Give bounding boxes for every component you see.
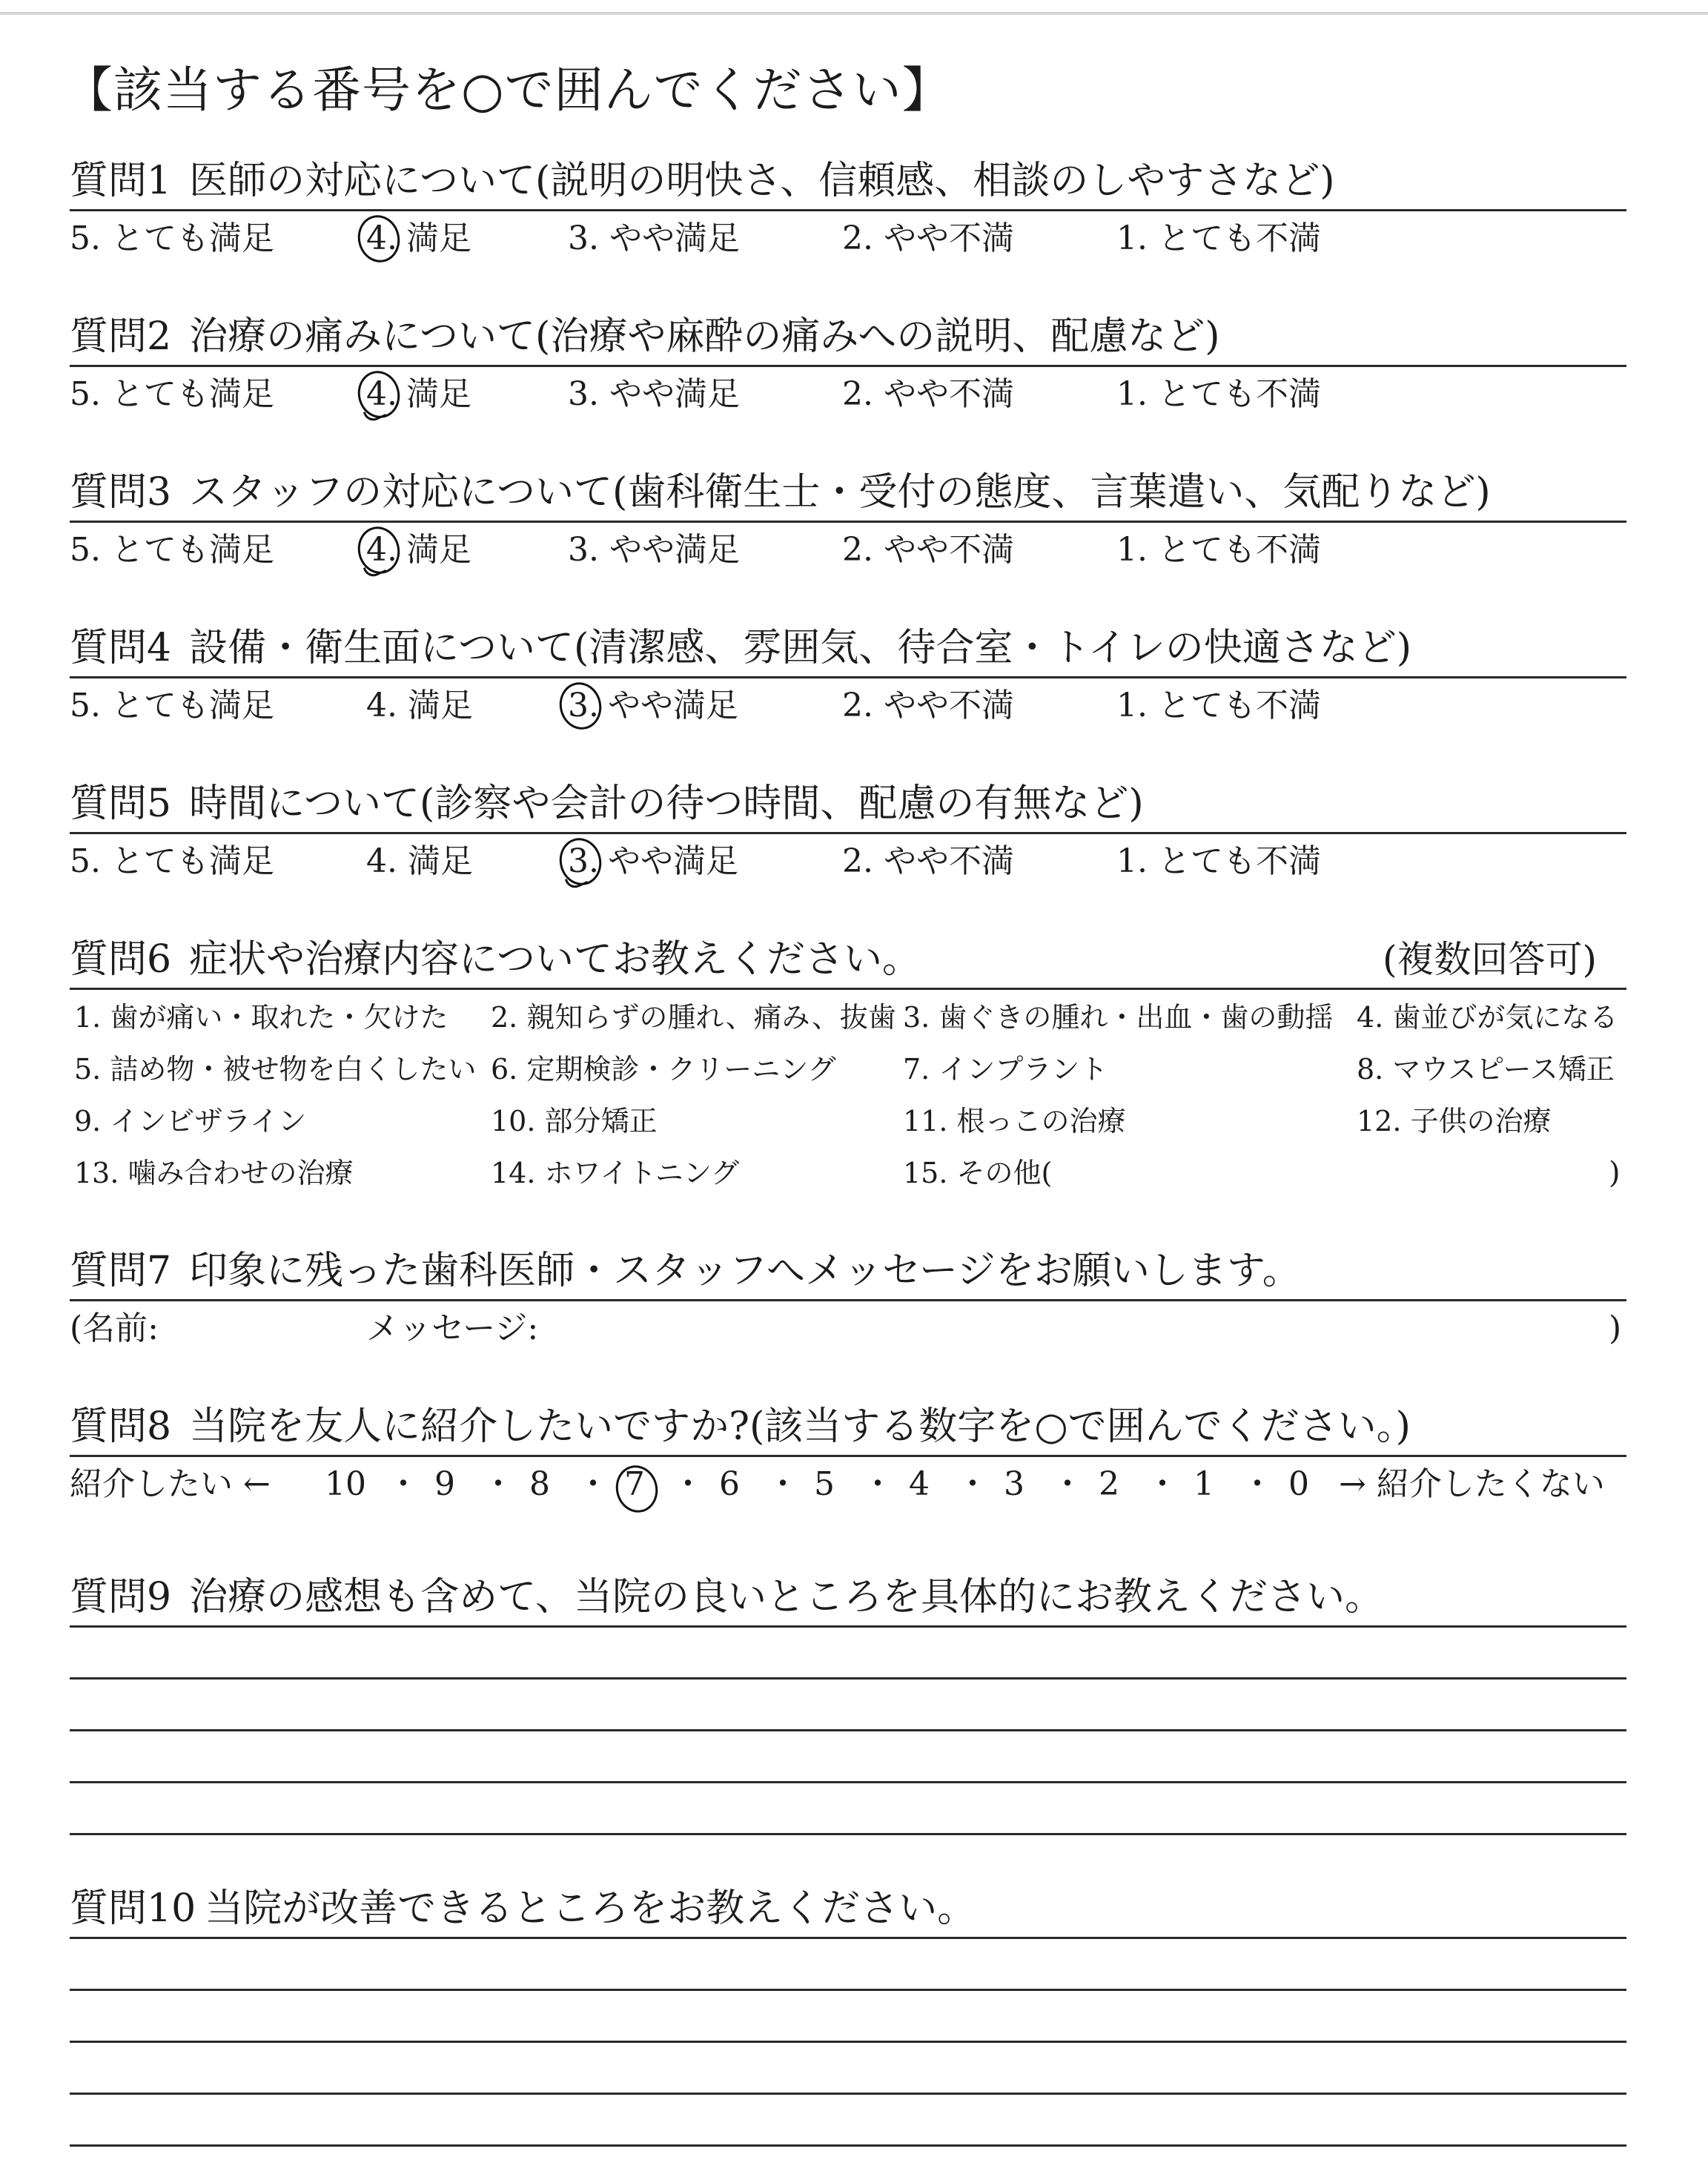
- score-1[interactable]: 1: [1194, 1465, 1214, 1503]
- option-label: やや満足: [607, 842, 738, 880]
- question-text: 当院が改善できるところをお教えください。: [205, 1886, 976, 1931]
- question-text: 印象に残った歯科医師・スタッフへメッセージをお願いします。: [189, 1249, 1301, 1293]
- option-5[interactable]: 5. とても満足: [70, 219, 274, 257]
- option-label: やや満足: [607, 687, 738, 724]
- recommend-left-label: 紹介したい ←: [70, 1465, 271, 1503]
- question-title: [70, 937, 921, 982]
- symptom-option[interactable]: 7. インプラント: [903, 1053, 1108, 1086]
- selected-number: 3.: [568, 842, 599, 880]
- selected-number: 4.: [366, 375, 397, 413]
- dot-separator: ・: [1241, 1465, 1274, 1503]
- option-4-selected[interactable]: [366, 375, 471, 414]
- other-close-paren: ): [1609, 1156, 1621, 1190]
- question-text: 症状や治療内容についてお教えください。: [189, 937, 921, 982]
- symptom-option[interactable]: 5. 詰め物・被せ物を白くしたい: [74, 1053, 477, 1086]
- dot-separator: ・: [956, 1465, 989, 1503]
- option-3[interactable]: 3. やや満足: [568, 531, 740, 569]
- question-title: [70, 1404, 1411, 1449]
- symptom-option[interactable]: 1. 歯が痛い・取れた・欠けた: [74, 1001, 448, 1034]
- score-6[interactable]: 6: [719, 1465, 740, 1503]
- multiple-answers-note: (複数回答可): [1382, 938, 1597, 981]
- question-title: [70, 1249, 1301, 1293]
- form-instructions: 【該当する番号を○で囲んでください】: [64, 62, 952, 119]
- message-label: メッセージ:: [366, 1309, 539, 1347]
- question-number: 質問3: [70, 470, 172, 515]
- question-title: [70, 314, 1220, 359]
- question-number: 質問8: [70, 1404, 172, 1449]
- option-2[interactable]: 2. やや不満: [842, 375, 1014, 413]
- dot-separator: ・: [1146, 1465, 1179, 1503]
- question-number: 質問1: [70, 159, 172, 203]
- option-5[interactable]: 5. とても満足: [70, 687, 274, 724]
- writing-line[interactable]: [70, 1677, 1626, 1680]
- recommend-right-label: → 紹介したくない: [1339, 1465, 1605, 1503]
- option-4[interactable]: 4. 満足: [366, 842, 473, 880]
- symptom-option[interactable]: 12. 子供の治療: [1357, 1105, 1552, 1137]
- symptom-option-other[interactable]: 15. その他(: [903, 1157, 1053, 1189]
- score-4[interactable]: 4: [909, 1465, 930, 1503]
- question-text: 当院を友人に紹介したいですか?(該当する数字を○で囲んでください。): [189, 1404, 1411, 1449]
- writing-line[interactable]: [70, 1937, 1626, 1939]
- writing-line[interactable]: [70, 2041, 1626, 2043]
- symptom-option[interactable]: 11. 根っこの治療: [903, 1105, 1126, 1137]
- symptom-option[interactable]: 14. ホワイトニング: [491, 1157, 740, 1189]
- option-2[interactable]: 2. やや不満: [842, 531, 1014, 569]
- divider: [70, 676, 1626, 678]
- question-text: 医師の対応について(説明の明快さ、信頼感、相談のしやすさなど): [189, 159, 1335, 203]
- question-text: 時間について(診察や会計の待つ時間、配慮の有無など): [189, 782, 1144, 826]
- symptom-option[interactable]: 9. インビザライン: [74, 1105, 307, 1137]
- question-title: [70, 626, 1411, 670]
- question-number: 質問7: [70, 1249, 172, 1293]
- divider: [70, 1455, 1626, 1457]
- option-5[interactable]: 5. とても満足: [70, 531, 274, 569]
- question-text: 治療の痛みについて(治療や麻酔の痛みへの説明、配慮など): [189, 314, 1220, 359]
- option-3-selected[interactable]: [568, 842, 738, 881]
- dot-separator: ・: [672, 1465, 704, 1503]
- question-number: 質問2: [70, 314, 172, 359]
- option-2[interactable]: 2. やや不満: [842, 687, 1014, 724]
- score-0[interactable]: 0: [1288, 1465, 1309, 1503]
- option-1[interactable]: 1. とても不満: [1116, 531, 1321, 569]
- option-1[interactable]: 1. とても不満: [1116, 219, 1321, 257]
- selected-number: 4.: [366, 531, 397, 569]
- dot-separator: ・: [482, 1465, 514, 1503]
- question-title: [70, 1575, 1383, 1619]
- question-number: 質問4: [70, 626, 172, 670]
- writing-line[interactable]: [70, 2093, 1626, 2095]
- symptom-option[interactable]: 10. 部分矯正: [491, 1105, 658, 1137]
- dot-separator: ・: [767, 1465, 799, 1503]
- option-label: 満足: [406, 219, 471, 257]
- option-4-selected[interactable]: [366, 531, 471, 569]
- score-2[interactable]: 2: [1099, 1465, 1119, 1503]
- question-text: 設備・衛生面について(清潔感、雰囲気、待合室・トイレの快適さなど): [189, 626, 1412, 670]
- option-1[interactable]: 1. とても不満: [1116, 687, 1321, 724]
- symptom-option[interactable]: 2. 親知らずの腫れ、痛み、抜歯: [491, 1001, 896, 1034]
- writing-line[interactable]: [70, 2144, 1626, 2147]
- question-number: 質問5: [70, 782, 172, 826]
- dot-separator: ・: [577, 1465, 609, 1503]
- name-label: (名前:: [70, 1309, 159, 1347]
- message-close-paren: ): [1609, 1309, 1622, 1347]
- score-9[interactable]: 9: [434, 1465, 455, 1503]
- question-title: [70, 470, 1491, 515]
- symptom-option[interactable]: 6. 定期検診・クリーニング: [491, 1053, 836, 1086]
- scan-top-edge: [0, 12, 1708, 15]
- question-number: 質問6: [70, 937, 172, 982]
- divider: [70, 1299, 1626, 1301]
- selected-number: 7: [624, 1465, 645, 1503]
- writing-line[interactable]: [70, 1729, 1626, 1731]
- dot-separator: ・: [387, 1465, 420, 1503]
- question-text: スタッフの対応について(歯科衛生士・受付の態度、言葉遣い、気配りなど): [189, 470, 1491, 515]
- divider: [70, 521, 1626, 523]
- divider: [70, 832, 1626, 834]
- option-5[interactable]: 5. とても満足: [70, 375, 274, 413]
- symptom-option[interactable]: 8. マウスピース矯正: [1357, 1053, 1615, 1086]
- question-number: 質問9: [70, 1575, 172, 1619]
- writing-line[interactable]: [70, 1989, 1626, 1991]
- option-3[interactable]: 3. やや満足: [568, 219, 740, 257]
- selected-number: 4.: [366, 219, 397, 257]
- option-3-selected[interactable]: [568, 687, 738, 725]
- question-title: [70, 782, 1144, 826]
- symptom-option[interactable]: 13. 噛み合わせの治療: [74, 1157, 354, 1189]
- writing-line[interactable]: [70, 1781, 1626, 1783]
- question-title: [70, 159, 1335, 203]
- option-5[interactable]: 5. とても満足: [70, 842, 274, 880]
- score-8[interactable]: 8: [529, 1465, 550, 1503]
- option-1[interactable]: 1. とても不満: [1116, 375, 1321, 413]
- score-3[interactable]: 3: [1004, 1465, 1025, 1503]
- question-number: 質問10: [70, 1886, 196, 1931]
- question-title: [70, 1886, 976, 1931]
- option-2[interactable]: 2. やや不満: [842, 842, 1014, 880]
- symptom-option[interactable]: 4. 歯並びが気になる: [1357, 1001, 1618, 1034]
- dot-separator: ・: [1051, 1465, 1084, 1503]
- option-4[interactable]: 4. 満足: [366, 687, 473, 724]
- option-4-selected[interactable]: [366, 219, 471, 258]
- option-1[interactable]: 1. とても不満: [1116, 842, 1321, 880]
- score-5[interactable]: 5: [814, 1465, 835, 1503]
- option-label: 満足: [406, 531, 471, 569]
- writing-line[interactable]: [70, 1833, 1626, 1835]
- hand-drawn-circle: [611, 1461, 663, 1517]
- divider: [70, 365, 1626, 367]
- option-3[interactable]: 3. やや満足: [568, 375, 740, 413]
- option-label: 満足: [406, 375, 471, 413]
- question-text: 治療の感想も含めて、当院の良いところを具体的にお教えください。: [189, 1575, 1384, 1619]
- score-10[interactable]: 10: [325, 1465, 366, 1503]
- divider: [70, 209, 1626, 211]
- divider: [70, 988, 1626, 990]
- dot-separator: ・: [861, 1465, 894, 1503]
- writing-line[interactable]: [70, 1625, 1626, 1628]
- option-2[interactable]: 2. やや不満: [842, 219, 1014, 257]
- symptom-option[interactable]: 3. 歯ぐきの腫れ・出血・歯の動揺: [903, 1001, 1334, 1034]
- selected-number: 3.: [568, 687, 599, 724]
